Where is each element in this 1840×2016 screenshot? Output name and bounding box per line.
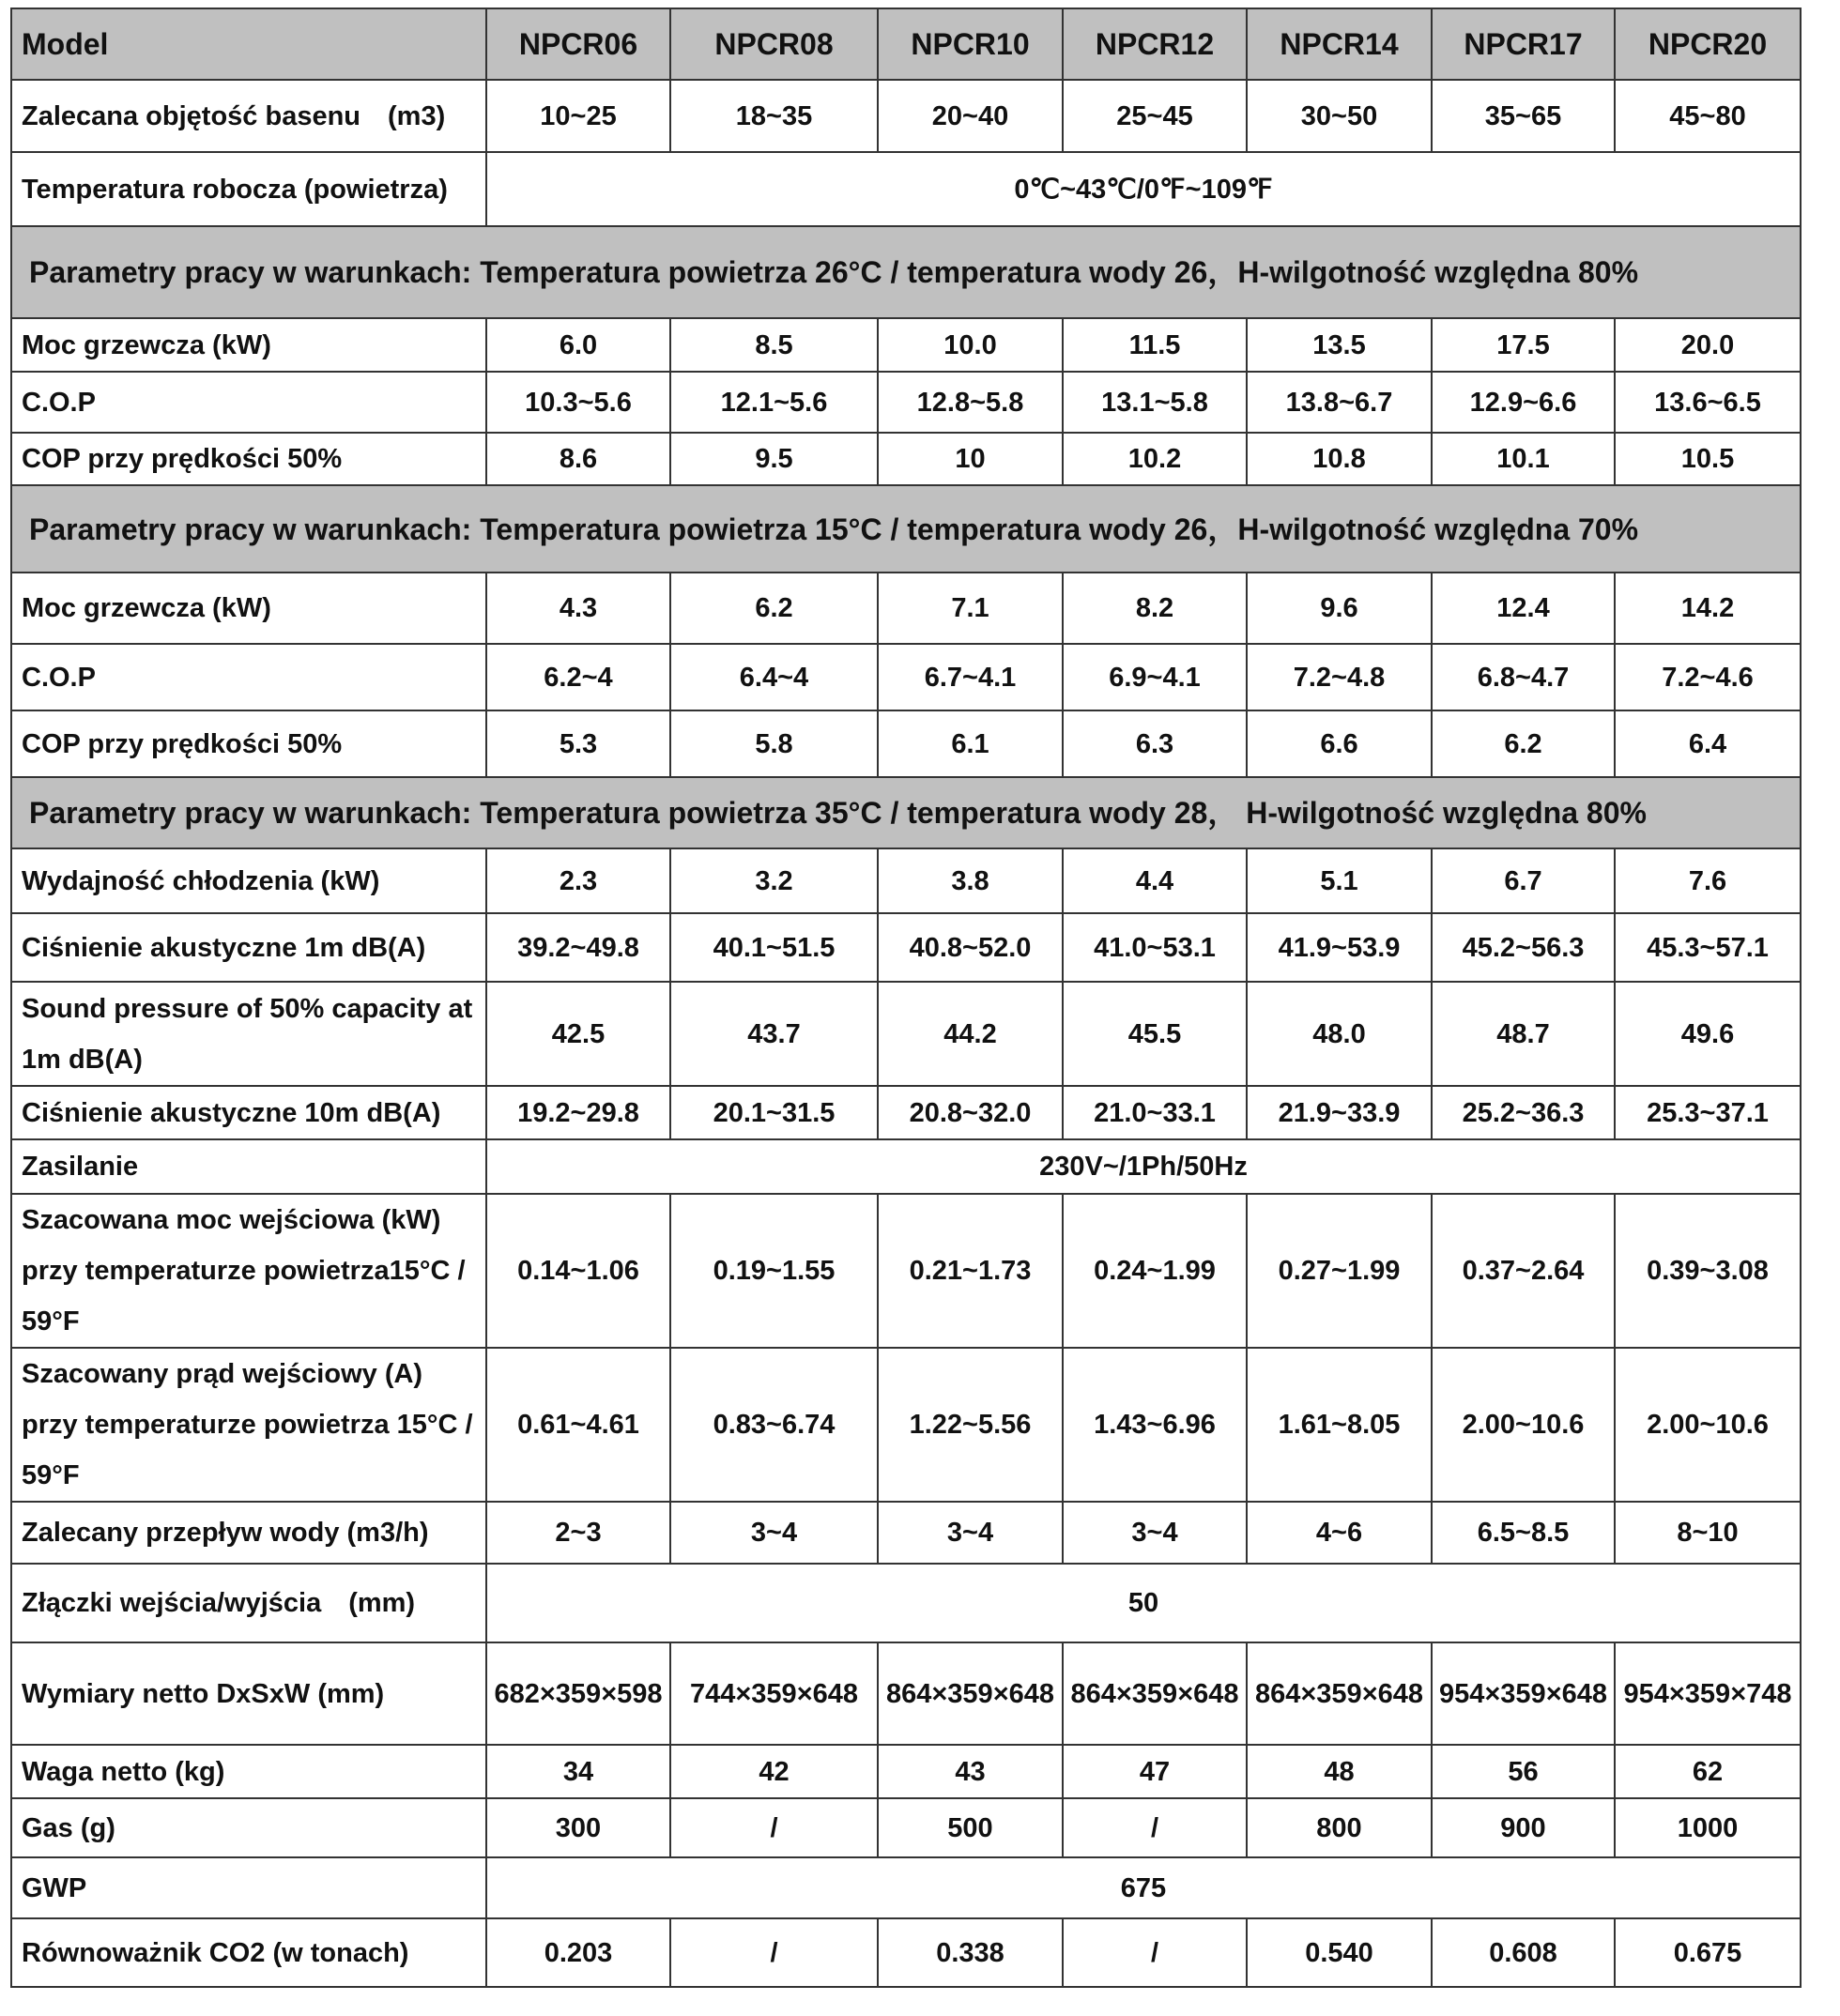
table-row xyxy=(11,982,1801,1086)
row-value: 6.7 xyxy=(1432,848,1615,913)
row-value: 6.6 xyxy=(1247,710,1432,777)
row-value: 49.6 xyxy=(1615,982,1801,1086)
row-value: / xyxy=(670,1918,878,1987)
row-value: 6.4~4 xyxy=(670,644,878,710)
row-value: 21.9~33.9 xyxy=(1247,1086,1432,1139)
section-header-row xyxy=(11,777,1801,848)
row-value: 2.3 xyxy=(486,848,670,913)
table-row xyxy=(11,1086,1801,1139)
row-value: 954×359×748 xyxy=(1615,1642,1801,1745)
row-label: Temperatura robocza (powietrza) xyxy=(11,152,486,226)
table-row xyxy=(11,710,1801,777)
row-value: 1000 xyxy=(1615,1798,1801,1857)
row-label: Waga netto (kg) xyxy=(11,1745,486,1798)
table-row xyxy=(11,80,1801,152)
row-value: / xyxy=(1063,1798,1247,1857)
table-row xyxy=(11,1857,1801,1918)
row-value: 13.5 xyxy=(1247,318,1432,372)
section-header-row xyxy=(11,485,1801,573)
model-header: NPCR12 xyxy=(1063,8,1247,80)
row-value: 13.6~6.5 xyxy=(1615,372,1801,433)
row-value: 10 xyxy=(878,433,1063,485)
row-value: 6.7~4.1 xyxy=(878,644,1063,710)
table-row xyxy=(11,644,1801,710)
row-label: Gas (g) xyxy=(11,1798,486,1857)
row-value: 0.37~2.64 xyxy=(1432,1194,1615,1348)
model-header: NPCR10 xyxy=(878,8,1063,80)
row-value: 1.61~8.05 xyxy=(1247,1348,1432,1502)
row-value: 6.5~8.5 xyxy=(1432,1502,1615,1564)
row-value: 39.2~49.8 xyxy=(486,913,670,982)
row-value: 21.0~33.1 xyxy=(1063,1086,1247,1139)
row-value: 10.8 xyxy=(1247,433,1432,485)
row-value: 7.2~4.8 xyxy=(1247,644,1432,710)
row-value: 43.7 xyxy=(670,982,878,1086)
row-value: 30~50 xyxy=(1247,80,1432,152)
row-value: 6.4 xyxy=(1615,710,1801,777)
model-header: NPCR06 xyxy=(486,8,670,80)
row-value: 10.3~5.6 xyxy=(486,372,670,433)
row-value: 14.2 xyxy=(1615,573,1801,644)
row-value: 7.2~4.6 xyxy=(1615,644,1801,710)
table-row xyxy=(11,1918,1801,1987)
row-value: 0.27~1.99 xyxy=(1247,1194,1432,1348)
row-value: 0.14~1.06 xyxy=(486,1194,670,1348)
row-label: Sound pressure of 50% capacity at 1m dB(A) xyxy=(11,982,486,1086)
model-header: NPCR08 xyxy=(670,8,878,80)
row-value: 6.2~4 xyxy=(486,644,670,710)
row-value: 17.5 xyxy=(1432,318,1615,372)
row-label: Zalecany przepływ wody (m3/h) xyxy=(11,1502,486,1564)
row-value: 9.6 xyxy=(1247,573,1432,644)
row-value: 10.2 xyxy=(1063,433,1247,485)
row-value: 4.4 xyxy=(1063,848,1247,913)
row-label: Równoważnik CO2 (w tonach) xyxy=(11,1918,486,1987)
row-value: 19.2~29.8 xyxy=(486,1086,670,1139)
row-value: 0.608 xyxy=(1432,1918,1615,1987)
header-row xyxy=(11,8,1801,80)
row-value: 35~65 xyxy=(1432,80,1615,152)
row-value: 40.8~52.0 xyxy=(878,913,1063,982)
row-value: 18~35 xyxy=(670,80,878,152)
row-value: 0.83~6.74 xyxy=(670,1348,878,1502)
row-value: 12.4 xyxy=(1432,573,1615,644)
row-value: 12.9~6.6 xyxy=(1432,372,1615,433)
row-value: 10.5 xyxy=(1615,433,1801,485)
table-row xyxy=(11,318,1801,372)
row-label: Moc grzewcza (kW) xyxy=(11,318,486,372)
row-value: 4~6 xyxy=(1247,1502,1432,1564)
row-label: Zasilanie xyxy=(11,1139,486,1194)
row-value: 34 xyxy=(486,1745,670,1798)
row-value: 900 xyxy=(1432,1798,1615,1857)
table-row xyxy=(11,1564,1801,1642)
row-label: C.O.P xyxy=(11,372,486,433)
row-value: 10.1 xyxy=(1432,433,1615,485)
row-value: 682×359×598 xyxy=(486,1642,670,1745)
row-value: 864×359×648 xyxy=(1063,1642,1247,1745)
section-title: Parametry pracy w warunkach: Temperatura powietrza 26°C / temperatura wody 26，H-wilgotność względna 80% xyxy=(11,226,1801,318)
row-value: 13.8~6.7 xyxy=(1247,372,1432,433)
row-value: 6.1 xyxy=(878,710,1063,777)
table-row xyxy=(11,433,1801,485)
row-value: 6.9~4.1 xyxy=(1063,644,1247,710)
row-label: Ciśnienie akustyczne 10m dB(A) xyxy=(11,1086,486,1139)
row-value: 744×359×648 xyxy=(670,1642,878,1745)
model-header: NPCR20 xyxy=(1615,8,1801,80)
row-label: Zalecana objętość basenu (m3) xyxy=(11,80,486,152)
row-label: GWP xyxy=(11,1857,486,1918)
table-row xyxy=(11,152,1801,226)
row-value: 20.1~31.5 xyxy=(670,1086,878,1139)
row-value: 8.6 xyxy=(486,433,670,485)
row-value: 3~4 xyxy=(878,1502,1063,1564)
row-value: 800 xyxy=(1247,1798,1432,1857)
row-value: 8.5 xyxy=(670,318,878,372)
table-row xyxy=(11,372,1801,433)
row-value-all-models: 675 xyxy=(486,1857,1801,1918)
table-row xyxy=(11,573,1801,644)
model-header: NPCR17 xyxy=(1432,8,1615,80)
row-label: COP przy prędkości 50% xyxy=(11,433,486,485)
table-row xyxy=(11,1502,1801,1564)
row-value: 2~3 xyxy=(486,1502,670,1564)
row-value: 48 xyxy=(1247,1745,1432,1798)
row-value: 1.22~5.56 xyxy=(878,1348,1063,1502)
row-value-all-models: 50 xyxy=(486,1564,1801,1642)
row-label: Wydajność chłodzenia (kW) xyxy=(11,848,486,913)
row-value: 41.0~53.1 xyxy=(1063,913,1247,982)
row-label: C.O.P xyxy=(11,644,486,710)
row-label: Ciśnienie akustyczne 1m dB(A) xyxy=(11,913,486,982)
spec-table xyxy=(10,8,1802,1988)
row-value: 3.8 xyxy=(878,848,1063,913)
row-value: 2.00~10.6 xyxy=(1432,1348,1615,1502)
row-value: / xyxy=(670,1798,878,1857)
row-value-all-models: 230V~/1Ph/50Hz xyxy=(486,1139,1801,1194)
row-value: 47 xyxy=(1063,1745,1247,1798)
table-row xyxy=(11,1348,1801,1502)
row-value: 8~10 xyxy=(1615,1502,1801,1564)
row-value: 42.5 xyxy=(486,982,670,1086)
row-value: 45.5 xyxy=(1063,982,1247,1086)
model-header: NPCR14 xyxy=(1247,8,1432,80)
row-value: 954×359×648 xyxy=(1432,1642,1615,1745)
row-value: 44.2 xyxy=(878,982,1063,1086)
row-value: 864×359×648 xyxy=(1247,1642,1432,1745)
row-value: 0.61~4.61 xyxy=(486,1348,670,1502)
row-value: 2.00~10.6 xyxy=(1615,1348,1801,1502)
row-value: 6.0 xyxy=(486,318,670,372)
row-value: 0.24~1.99 xyxy=(1063,1194,1247,1348)
row-value: 6.2 xyxy=(1432,710,1615,777)
row-value: 48.0 xyxy=(1247,982,1432,1086)
row-label: Wymiary netto DxSxW (mm) xyxy=(11,1642,486,1745)
row-value: 10~25 xyxy=(486,80,670,152)
row-value: 62 xyxy=(1615,1745,1801,1798)
row-value: 48.7 xyxy=(1432,982,1615,1086)
row-value: 864×359×648 xyxy=(878,1642,1063,1745)
row-value: 0.540 xyxy=(1247,1918,1432,1987)
table-row xyxy=(11,913,1801,982)
row-value: 25.2~36.3 xyxy=(1432,1086,1615,1139)
row-value: 0.19~1.55 xyxy=(670,1194,878,1348)
row-value: 12.8~5.8 xyxy=(878,372,1063,433)
row-value: 45~80 xyxy=(1615,80,1801,152)
row-value: 5.8 xyxy=(670,710,878,777)
row-value: / xyxy=(1063,1918,1247,1987)
row-value: 4.3 xyxy=(486,573,670,644)
row-value: 20~40 xyxy=(878,80,1063,152)
row-value: 0.203 xyxy=(486,1918,670,1987)
row-value: 1.43~6.96 xyxy=(1063,1348,1247,1502)
row-value: 3~4 xyxy=(1063,1502,1247,1564)
table-row xyxy=(11,1139,1801,1194)
row-value: 40.1~51.5 xyxy=(670,913,878,982)
row-value: 0.675 xyxy=(1615,1918,1801,1987)
row-value: 8.2 xyxy=(1063,573,1247,644)
table-row xyxy=(11,1798,1801,1857)
row-value: 11.5 xyxy=(1063,318,1247,372)
row-label: Szacowana moc wejściowa (kW) przy temperaturze powietrza15°C / 59°F xyxy=(11,1194,486,1348)
row-value: 3~4 xyxy=(670,1502,878,1564)
row-value: 6.2 xyxy=(670,573,878,644)
row-value: 6.8~4.7 xyxy=(1432,644,1615,710)
row-value-all-models: 0℃~43℃/0℉~109℉ xyxy=(486,152,1801,226)
row-value: 9.5 xyxy=(670,433,878,485)
section-title: Parametry pracy w warunkach: Temperatura powietrza 35°C / temperatura wody 28， H-wilgotność względna 80% xyxy=(11,777,1801,848)
table-row xyxy=(11,848,1801,913)
row-value: 42 xyxy=(670,1745,878,1798)
row-value: 56 xyxy=(1432,1745,1615,1798)
section-title: Parametry pracy w warunkach: Temperatura powietrza 15°C / temperatura wody 26，H-wilgotność względna 70% xyxy=(11,485,1801,573)
row-value: 7.1 xyxy=(878,573,1063,644)
row-value: 500 xyxy=(878,1798,1063,1857)
row-value: 12.1~5.6 xyxy=(670,372,878,433)
row-value: 3.2 xyxy=(670,848,878,913)
row-value: 0.39~3.08 xyxy=(1615,1194,1801,1348)
row-label: Szacowany prąd wejściowy (A) przy temperaturze powietrza 15°C / 59°F xyxy=(11,1348,486,1502)
row-value: 41.9~53.9 xyxy=(1247,913,1432,982)
row-label: Moc grzewcza (kW) xyxy=(11,573,486,644)
row-value: 0.21~1.73 xyxy=(878,1194,1063,1348)
row-value: 5.3 xyxy=(486,710,670,777)
table-row xyxy=(11,1642,1801,1745)
row-value: 45.3~57.1 xyxy=(1615,913,1801,982)
row-value: 45.2~56.3 xyxy=(1432,913,1615,982)
row-label: COP przy prędkości 50% xyxy=(11,710,486,777)
section-header-row xyxy=(11,226,1801,318)
row-value: 25~45 xyxy=(1063,80,1247,152)
row-value: 10.0 xyxy=(878,318,1063,372)
row-value: 5.1 xyxy=(1247,848,1432,913)
row-value: 20.0 xyxy=(1615,318,1801,372)
row-value: 20.8~32.0 xyxy=(878,1086,1063,1139)
row-value: 7.6 xyxy=(1615,848,1801,913)
table-row xyxy=(11,1194,1801,1348)
row-value: 13.1~5.8 xyxy=(1063,372,1247,433)
row-value: 300 xyxy=(486,1798,670,1857)
row-value: 0.338 xyxy=(878,1918,1063,1987)
row-value: 25.3~37.1 xyxy=(1615,1086,1801,1139)
table-row xyxy=(11,1745,1801,1798)
row-value: 43 xyxy=(878,1745,1063,1798)
header-label: Model xyxy=(11,8,486,80)
row-label: Złączki wejścia/wyjścia (mm) xyxy=(11,1564,486,1642)
row-value: 6.3 xyxy=(1063,710,1247,777)
